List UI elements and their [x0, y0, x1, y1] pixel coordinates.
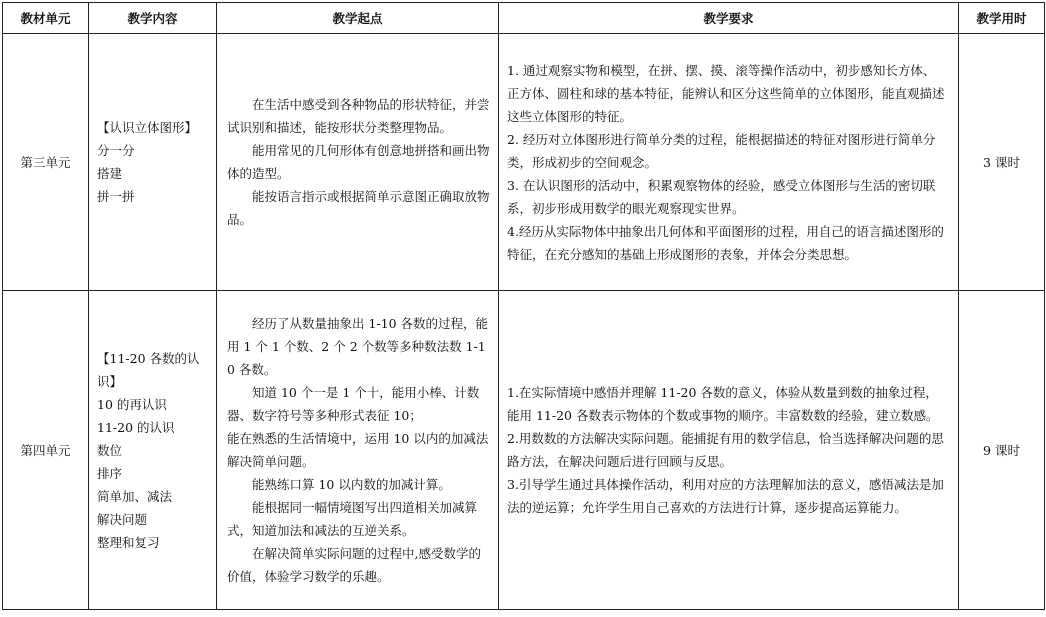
start-cell [217, 291, 499, 610]
header-requirements: 教学要求 [499, 3, 959, 34]
start-paragraph: 经历了从数量抽象出 1-10 各数的过程，能用 1 个 1 个数、2 个 2 个数等多种数法数 1-10 各数。 [227, 316, 489, 377]
unit-cell: 第三单元 [3, 34, 89, 291]
start-cell [217, 34, 499, 291]
start-paragraph: 能熟练口算 10 以内数的加减计算。 [252, 477, 451, 492]
content-cell [89, 291, 217, 610]
start-paragraph: 在解决简单实际问题的过程中,感受数学的价值，体验学习数学的乐趣。 [227, 546, 481, 584]
content-line: 10 的再认识 [97, 396, 167, 412]
requirement-item: 1. 通过观察实物和模型，在拼、摆、摸、滚等操作活动中，初步感知长方体、正方体、圆柱和球的基本特征，能辨认和区分这些简单的立体图形，能直观描述这些立体图形的特征。 [507, 62, 945, 124]
content-line: 分一分 [97, 143, 135, 158]
content-line: 简单加、减法 [97, 488, 173, 504]
requirement-item: 2. 经历对立体图形进行简单分类的过程，能根据描述的特征对图形进行简单分类，形成初步的空间观念。 [507, 131, 936, 170]
requirements-cell [499, 291, 959, 610]
content-line: 解决问题 [97, 511, 148, 527]
start-paragraph: 能用常见的几何形体有创意地拼搭和画出物体的造型。 [227, 143, 490, 181]
requirement-item: 2.用数数的方法解决实际问题。能捕捉有用的数学信息，恰当选择解决问题的思路方法，在解决问题后进行回顾与反思。 [507, 431, 944, 469]
header-unit: 教材单元 [3, 3, 89, 34]
content-line: 整理和复习 [97, 534, 160, 550]
content-line: 搭建 [97, 166, 123, 181]
content-line: 数位 [97, 442, 123, 458]
content-line: 拼一拼 [97, 189, 135, 204]
header-content: 教学内容 [89, 3, 217, 34]
hours-cell: 3 课时 [959, 34, 1045, 291]
unit-cell: 第四单元 [3, 291, 89, 610]
content-line: 【11-20 各数的认识】 [97, 350, 200, 389]
start-paragraph: 知道 10 个一是 1 个十，能用小棒、计数器、数字符号等多种形式表征 10； [227, 385, 480, 423]
header-row [3, 3, 1045, 34]
requirements-cell [499, 34, 959, 291]
requirement-item: 4.经历从实际物体中抽象出几何体和平面图形的过程，用自己的语言描述图形的特征，在充分感知的基础上形成图形的表象，并体会分类思想。 [507, 223, 944, 262]
start-paragraph: 能根据同一幅情境图写出四道相关加减算式，知道加法和减法的互逆关系。 [227, 500, 478, 538]
start-paragraph: 在生活中感受到各种物品的形状特征，并尝试识别和描述，能按形状分类整理物品。 [227, 97, 490, 135]
header-hours: 教学用时 [959, 3, 1045, 34]
content-line: 11-20 的认识 [97, 419, 175, 435]
start-paragraph: 能按语言指示或根据简单示意图正确取放物品。 [227, 189, 490, 227]
table-row [3, 34, 1045, 291]
content-cell [89, 34, 217, 291]
requirement-item: 3.引导学生通过具体操作活动，利用对应的方法理解加法的意义，感悟减法是加法的逆运算；允许学生用自己喜欢的方法进行计算，逐步提高运算能力。 [507, 477, 944, 515]
content-line: 【认识立体图形】 [97, 120, 198, 135]
requirement-item: 3. 在认识图形的活动中，积累观察物体的经验，感受立体图形与生活的密切联系，初步形成用数学的眼光观察现实世界。 [507, 177, 936, 216]
content-line: 排序 [97, 465, 123, 481]
requirement-item: 1.在实际情境中感悟并理解 11-20 各数的意义，体验从数量到数的抽象过程，能用 11-20 各数表示物体的个数或事物的顺序。丰富数数的经验，建立数感。 [507, 385, 939, 423]
hours-cell: 9 课时 [959, 291, 1045, 610]
table-row [3, 291, 1045, 610]
header-start: 教学起点 [217, 3, 499, 34]
teaching-plan-table [2, 2, 1045, 610]
start-paragraph: 能在熟悉的生活情境中，运用 10 以内的加减法解决简单问题。 [227, 431, 489, 469]
